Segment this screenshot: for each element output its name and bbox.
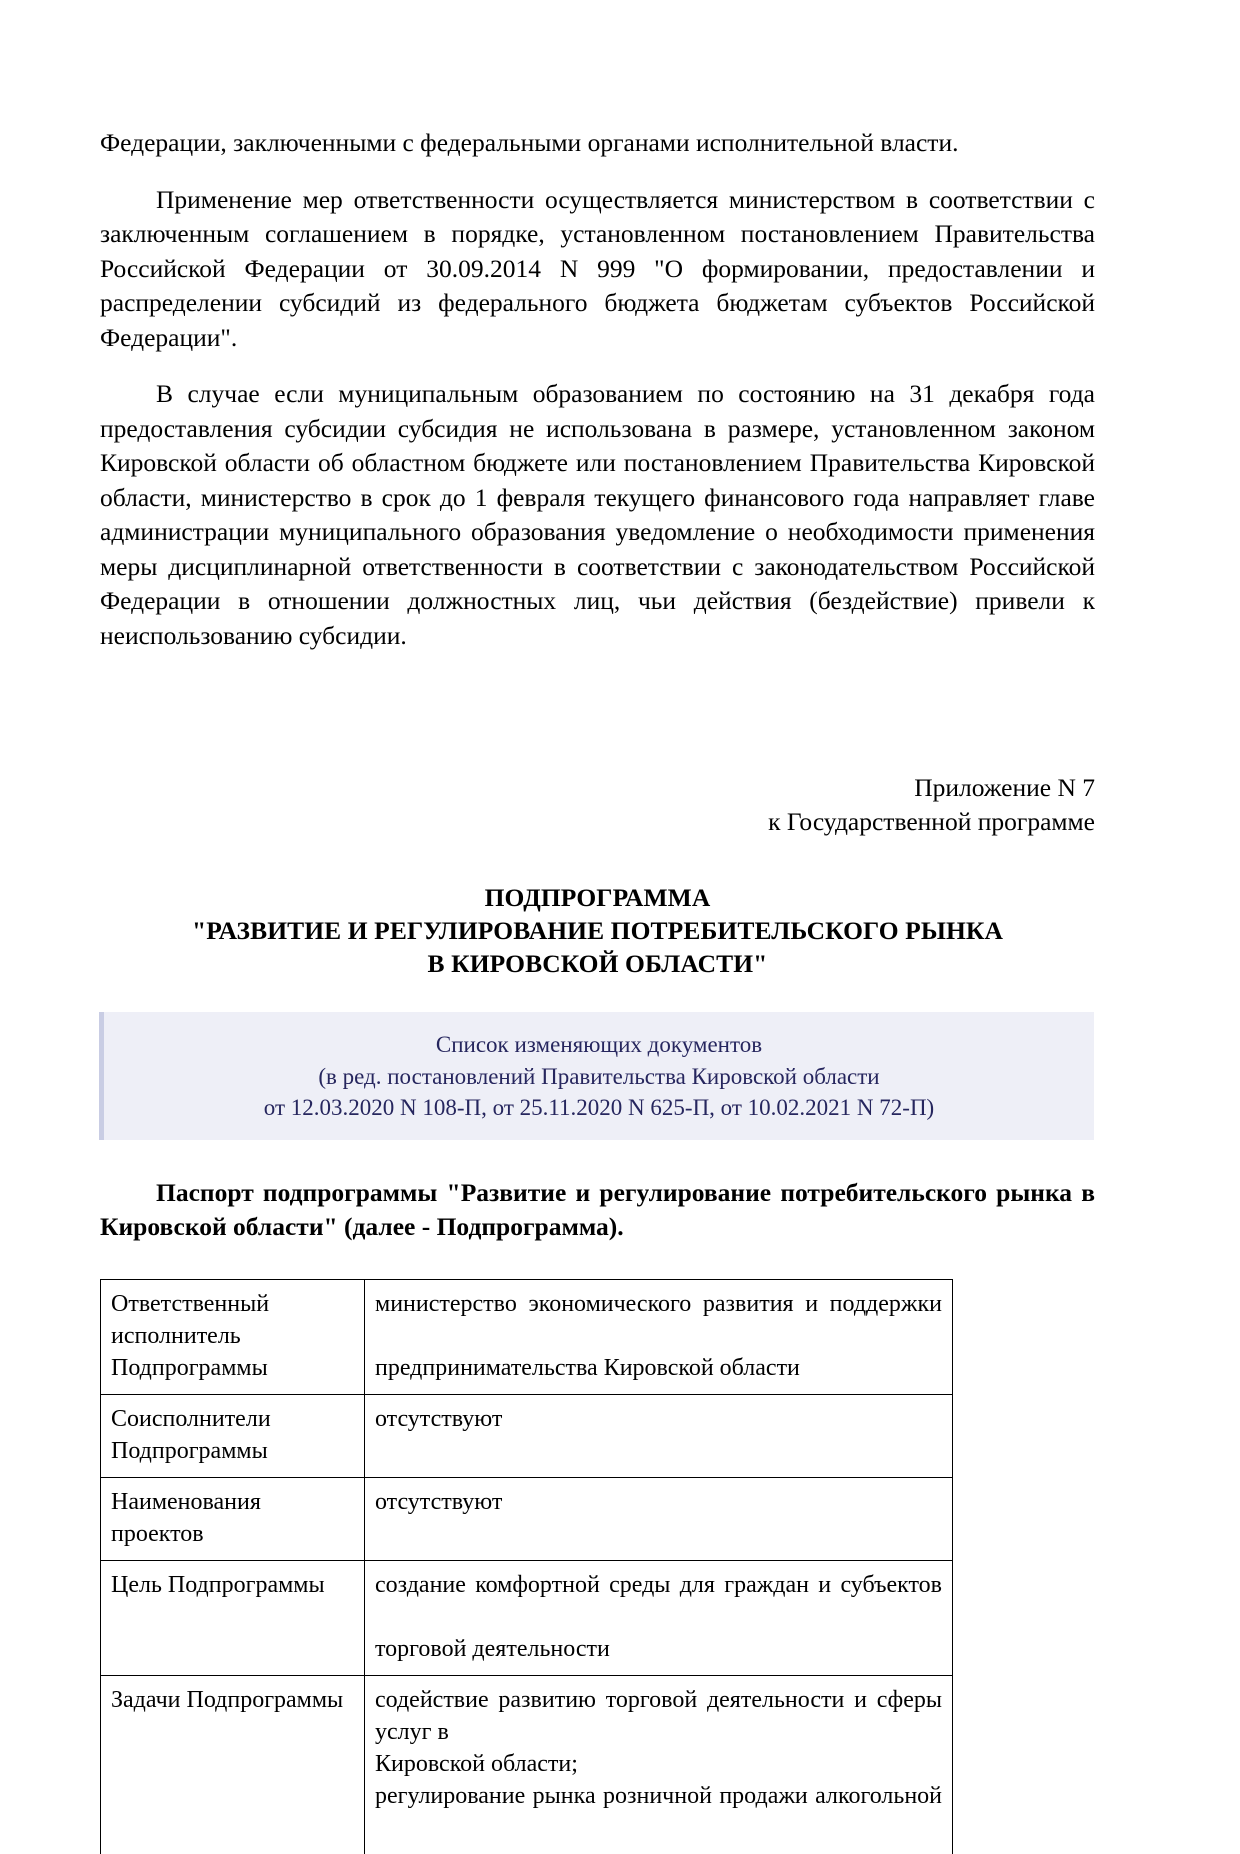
row-label-co-executors: Соисполнители Подпрограммы [101, 1394, 365, 1477]
table-row [101, 1477, 953, 1560]
change-list-editions: (в ред. постановлений Правительства Кировской области [318, 1063, 880, 1089]
change-list-heading: Список изменяющих документов [435, 1032, 763, 1057]
row-label-responsible-executor: Ответственный исполнитель Подпрограммы [101, 1279, 365, 1394]
row-value-project-names [365, 1477, 953, 1560]
table-row [101, 1560, 953, 1675]
appendix-parent-program: к Государственной программе [768, 807, 1095, 836]
appendix-caption [100, 771, 1095, 839]
paragraph-responsibility-measures: Применение мер ответственности осуществляется министерством в соответствии с заключенным соглашением в порядке, установленном постановлением Правительства Российской Федерации от 30.09.2014 N 999 "О формировании, предоставлении и распределении субсидий из федерального бюджета бюджетам субъектов Российской Федерации". [100, 184, 1095, 352]
subprogram-title [100, 881, 1095, 980]
paragraph-continued: Федерации, заключенными с федеральными органами исполнительной власти. [100, 128, 959, 157]
cell-line: министерство экономического развития и поддержки [375, 1290, 942, 1317]
cell-line: предпринимательства Кировской области [375, 1354, 800, 1381]
title-line-name-part1: "РАЗВИТИЕ И РЕГУЛИРОВАНИЕ ПОТРЕБИТЕЛЬСКОГО РЫНКА [191, 916, 1004, 945]
cell-line: отсутствуют [375, 1488, 503, 1515]
cell-line: торговой деятельности [375, 1635, 610, 1662]
title-line-subprogram: ПОДПРОГРАММА [484, 883, 711, 912]
paragraph-unused-subsidy: В случае если муниципальным образованием по состоянию на 31 декабря года предоставления субсидии субсидия не использована в размере, установленном законом Кировской области об областном бюджете или постановлением Правительства Кировской области, министерство в срок до 1 февраля текущего финансового года направляет главе администрации муниципального образования уведомление о необходимости применения меры дисциплинарной ответственности в соответствии с законодательством Российской Федерации в отношении должностных лиц, чьи действия (бездействие) привели к неиспользованию субсидии. [100, 379, 1095, 650]
table-row [101, 1675, 953, 1854]
row-value-goal [365, 1560, 953, 1675]
cell-line: Кировской области; [375, 1750, 578, 1777]
row-value-responsible-executor [365, 1279, 953, 1394]
row-label-tasks: Задачи Подпрограммы [101, 1675, 365, 1854]
row-label-project-names: Наименования проектов [101, 1477, 365, 1560]
cell-line: содействие развитию торговой деятельности и сферы услуг в [375, 1686, 942, 1745]
row-value-tasks [365, 1675, 953, 1854]
row-value-co-executors [365, 1394, 953, 1477]
passport-table [100, 1279, 953, 1854]
cell-line: создание комфортной среды для граждан и субъектов [375, 1571, 942, 1598]
change-list-box [99, 1012, 1094, 1140]
table-row [101, 1279, 953, 1394]
appendix-number: Приложение N 7 [914, 773, 1095, 802]
row-label-goal: Цель Подпрограммы [101, 1560, 365, 1675]
title-line-name-part2: В КИРОВСКОЙ ОБЛАСТИ" [427, 949, 768, 978]
change-list-references: от 12.03.2020 N 108-П, от 25.11.2020 N 625-П, от 10.02.2021 N 72-П) [263, 1095, 935, 1120]
cell-line: отсутствуют [375, 1405, 503, 1432]
cell-line: регулирование рынка розничной продажи алкогольной [375, 1782, 942, 1809]
table-row [101, 1394, 953, 1477]
passport-heading: Паспорт подпрограммы "Развитие и регулирование потребительского рынка в Кировской области" (далее - Подпрограмма). [100, 1177, 1095, 1241]
